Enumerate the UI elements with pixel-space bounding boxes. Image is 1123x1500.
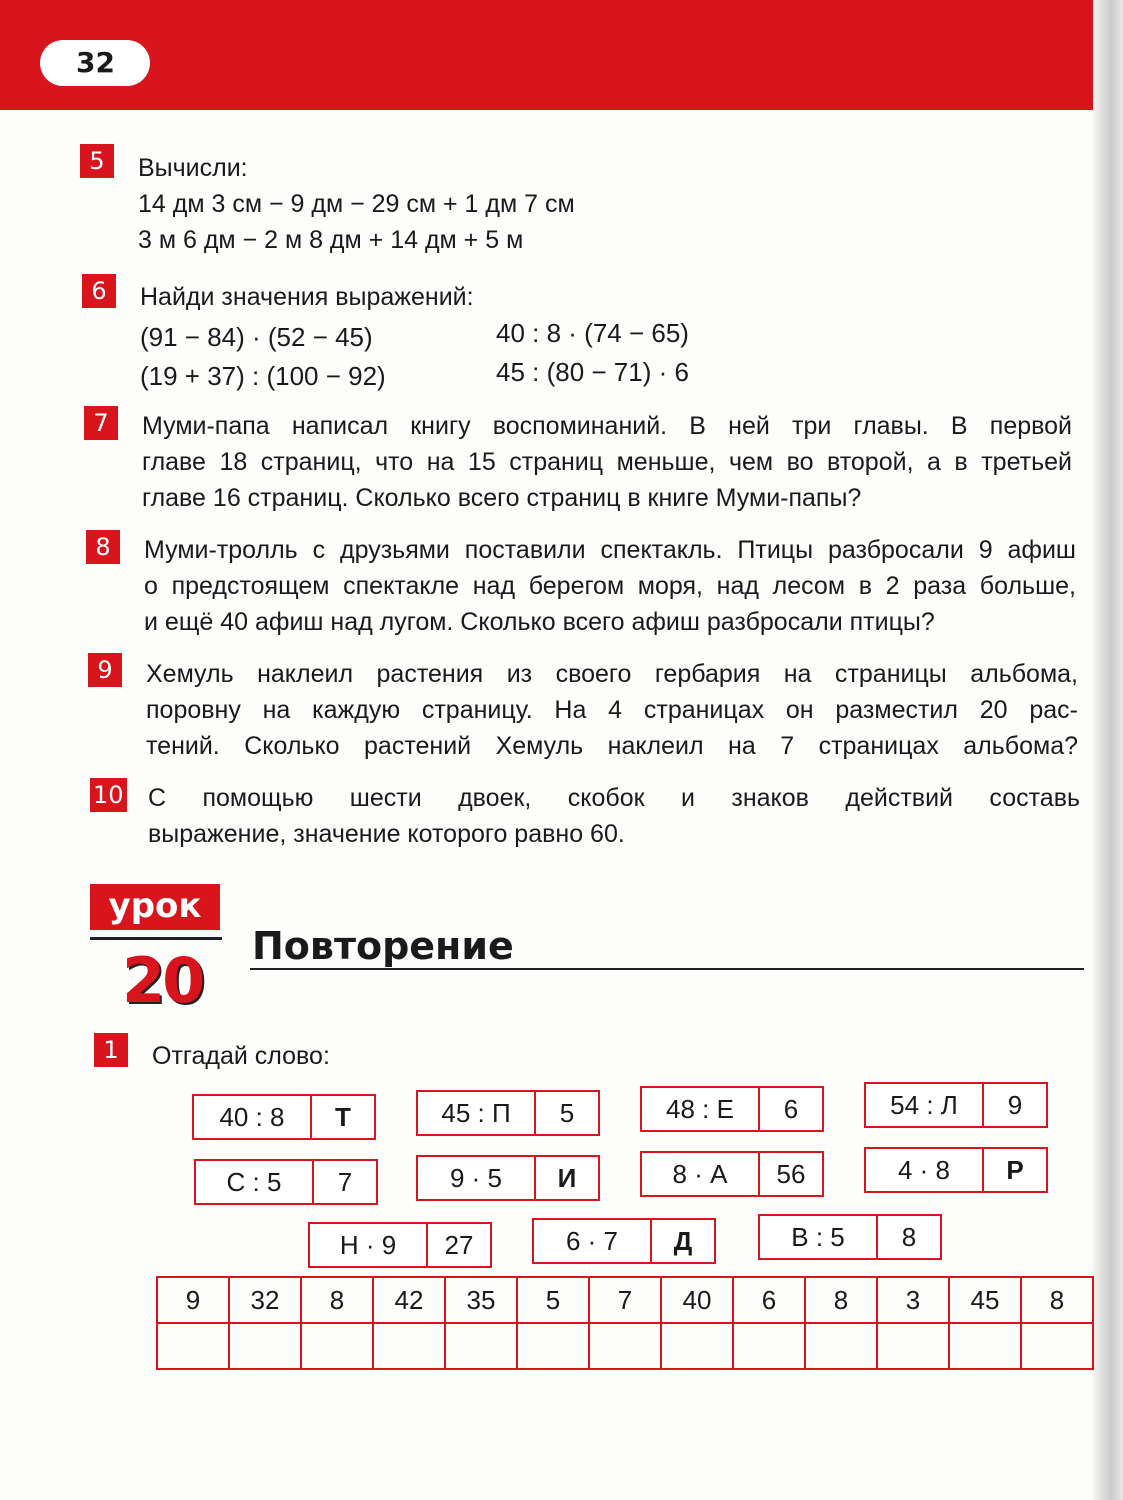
task-10-line: С помощью шести двоек, скобок и знаков действий составь <box>148 784 1080 812</box>
grid-number-cell: 9 <box>157 1277 229 1323</box>
grid-number-cell: 7 <box>589 1277 661 1323</box>
lesson-title-rule <box>250 968 1084 970</box>
grid-number-cell: 3 <box>877 1277 949 1323</box>
task-7-text <box>142 408 1072 516</box>
grid-letter-cell[interactable] <box>877 1323 949 1369</box>
card-answer: 56 <box>776 1158 806 1189</box>
card-expression: С : 5 <box>196 1161 314 1203</box>
book-spine-shadow <box>1093 0 1123 1500</box>
card-expression: 54 : Л <box>866 1084 984 1126</box>
task-9-line: поровну на каждую страницу. На 4 страницах он разместил 20 рас- <box>146 696 1078 724</box>
card-expression: 8 · А <box>642 1153 760 1195</box>
task-9-line: Хемуль наклеил растения из своего гербария на страницы альбома, <box>146 660 1078 688</box>
lesson-badge: урок <box>90 884 220 930</box>
task-7-line: главе 18 страниц, что на 15 страниц меньше, чем во второй, а в третьей <box>142 448 1072 476</box>
expression: 45 : (80 − 71) · 6 <box>496 357 689 387</box>
grid-letter-row <box>157 1323 1093 1369</box>
riddle-card <box>532 1218 716 1264</box>
grid-number-cell: 6 <box>733 1277 805 1323</box>
lesson-badge-rule <box>90 937 222 940</box>
grid-letter-cell[interactable] <box>229 1323 301 1369</box>
grid-number-cell: 45 <box>949 1277 1021 1323</box>
card-answer: 5 <box>559 1097 575 1128</box>
card-expression: Н · 9 <box>310 1224 428 1266</box>
riddle-card <box>194 1159 378 1205</box>
riddle-card <box>864 1147 1048 1193</box>
grid-letter-cell[interactable] <box>517 1323 589 1369</box>
grid-number-cell: 42 <box>373 1277 445 1323</box>
grid-letter-cell[interactable] <box>1021 1323 1093 1369</box>
top-red-band <box>0 0 1123 110</box>
grid-letter-cell[interactable] <box>589 1323 661 1369</box>
task-8-line: Муми-тролль с друзьями поставили спектакль. Птицы разбросали 9 афиш <box>144 536 1076 564</box>
grid-number-cell: 40 <box>661 1277 733 1323</box>
card-expression: 40 : 8 <box>194 1096 312 1138</box>
riddle-card <box>864 1082 1048 1128</box>
riddle-card <box>640 1086 824 1132</box>
card-expression: 4 · 8 <box>866 1149 984 1191</box>
card-answer: 27 <box>444 1229 474 1260</box>
card-expression: 6 · 7 <box>534 1220 652 1262</box>
task-number-5: 5 <box>80 144 114 178</box>
task-5-line: 3 м 6 дм − 2 м 8 дм + 14 дм + 5 м <box>138 226 524 254</box>
task-7-line: Муми-папа написал книгу воспоминаний. В ней три главы. В первой <box>142 412 1072 440</box>
riddle-card <box>308 1222 492 1268</box>
grid-number-cell: 32 <box>229 1277 301 1323</box>
grid-number-cell: 8 <box>805 1277 877 1323</box>
lesson-number: 20 <box>122 944 203 1017</box>
grid-number-cell: 8 <box>1021 1277 1093 1323</box>
task-10-line: выражение, значение которого равно 60. <box>148 820 625 848</box>
page-number: 32 <box>40 40 150 86</box>
grid-letter-cell[interactable] <box>805 1323 877 1369</box>
grid-letter-cell[interactable] <box>733 1323 805 1369</box>
grid-number-cell: 8 <box>301 1277 373 1323</box>
grid-letter-cell[interactable] <box>661 1323 733 1369</box>
task-number-10: 10 <box>90 778 127 812</box>
task-number-7: 7 <box>84 406 118 440</box>
lesson-title: Повторение <box>252 924 514 968</box>
task-5-text <box>138 150 575 258</box>
task-6-col2 <box>496 314 689 392</box>
task-9-line: тений. Сколько растений Хемуль наклеил на 7 страницах альбома? <box>146 732 1078 760</box>
card-expression: В : 5 <box>760 1216 878 1258</box>
card-answer: 9 <box>1007 1089 1023 1120</box>
task-7-line: главе 16 страниц. Сколько всего страниц в книге Муми-папы? <box>142 484 862 512</box>
card-answer: 7 <box>337 1166 353 1197</box>
answer-grid <box>156 1276 1094 1370</box>
expression: (91 − 84) · (52 − 45) <box>140 322 373 352</box>
task-9-text <box>146 656 1078 764</box>
task-6-col1 <box>140 318 386 396</box>
grid-number-cell: 5 <box>517 1277 589 1323</box>
card-answer: И <box>557 1162 577 1193</box>
card-expression: 48 : Е <box>642 1088 760 1130</box>
task-number-8: 8 <box>86 530 120 564</box>
card-expression: 9 · 5 <box>418 1157 536 1199</box>
grid-letter-cell[interactable] <box>301 1323 373 1369</box>
expression: (19 + 37) : (100 − 92) <box>140 361 386 391</box>
grid-number-cell: 35 <box>445 1277 517 1323</box>
grid-letter-cell[interactable] <box>445 1323 517 1369</box>
riddle-card <box>416 1155 600 1201</box>
riddle-card <box>192 1094 376 1140</box>
riddle-card <box>758 1214 942 1260</box>
grid-number-row <box>157 1277 1093 1323</box>
grid-letter-cell[interactable] <box>157 1323 229 1369</box>
task-5-line: Вычисли: <box>138 154 248 182</box>
grid-letter-cell[interactable] <box>373 1323 445 1369</box>
task-number-1: 1 <box>94 1033 128 1067</box>
task-10-text <box>148 780 1080 852</box>
card-answer: Р <box>1006 1154 1024 1185</box>
card-answer: Д <box>673 1225 693 1256</box>
riddle-card <box>416 1090 600 1136</box>
card-answer: Т <box>335 1101 351 1132</box>
task-6-title: Найди значения выражений: <box>140 283 474 311</box>
riddle-card <box>640 1151 824 1197</box>
task-8-line: о предстоящем спектакле над берегом моря, над лесом в 2 раза больше, <box>144 572 1076 600</box>
task-5-line: 14 дм 3 см − 9 дм − 29 см + 1 дм 7 см <box>138 190 575 218</box>
task-number-9: 9 <box>88 653 122 687</box>
grid-letter-cell[interactable] <box>949 1323 1021 1369</box>
card-answer: 8 <box>901 1221 917 1252</box>
task-number-6: 6 <box>82 274 116 308</box>
task-8-line: и ещё 40 афиш над лугом. Сколько всего афиш разбросали птицы? <box>144 608 935 636</box>
card-answer: 6 <box>783 1093 799 1124</box>
card-expression: 45 : П <box>418 1092 536 1134</box>
expression: 40 : 8 · (74 − 65) <box>496 318 689 348</box>
task-1-title: Отгадай слово: <box>152 1042 330 1070</box>
task-8-text <box>144 532 1076 640</box>
